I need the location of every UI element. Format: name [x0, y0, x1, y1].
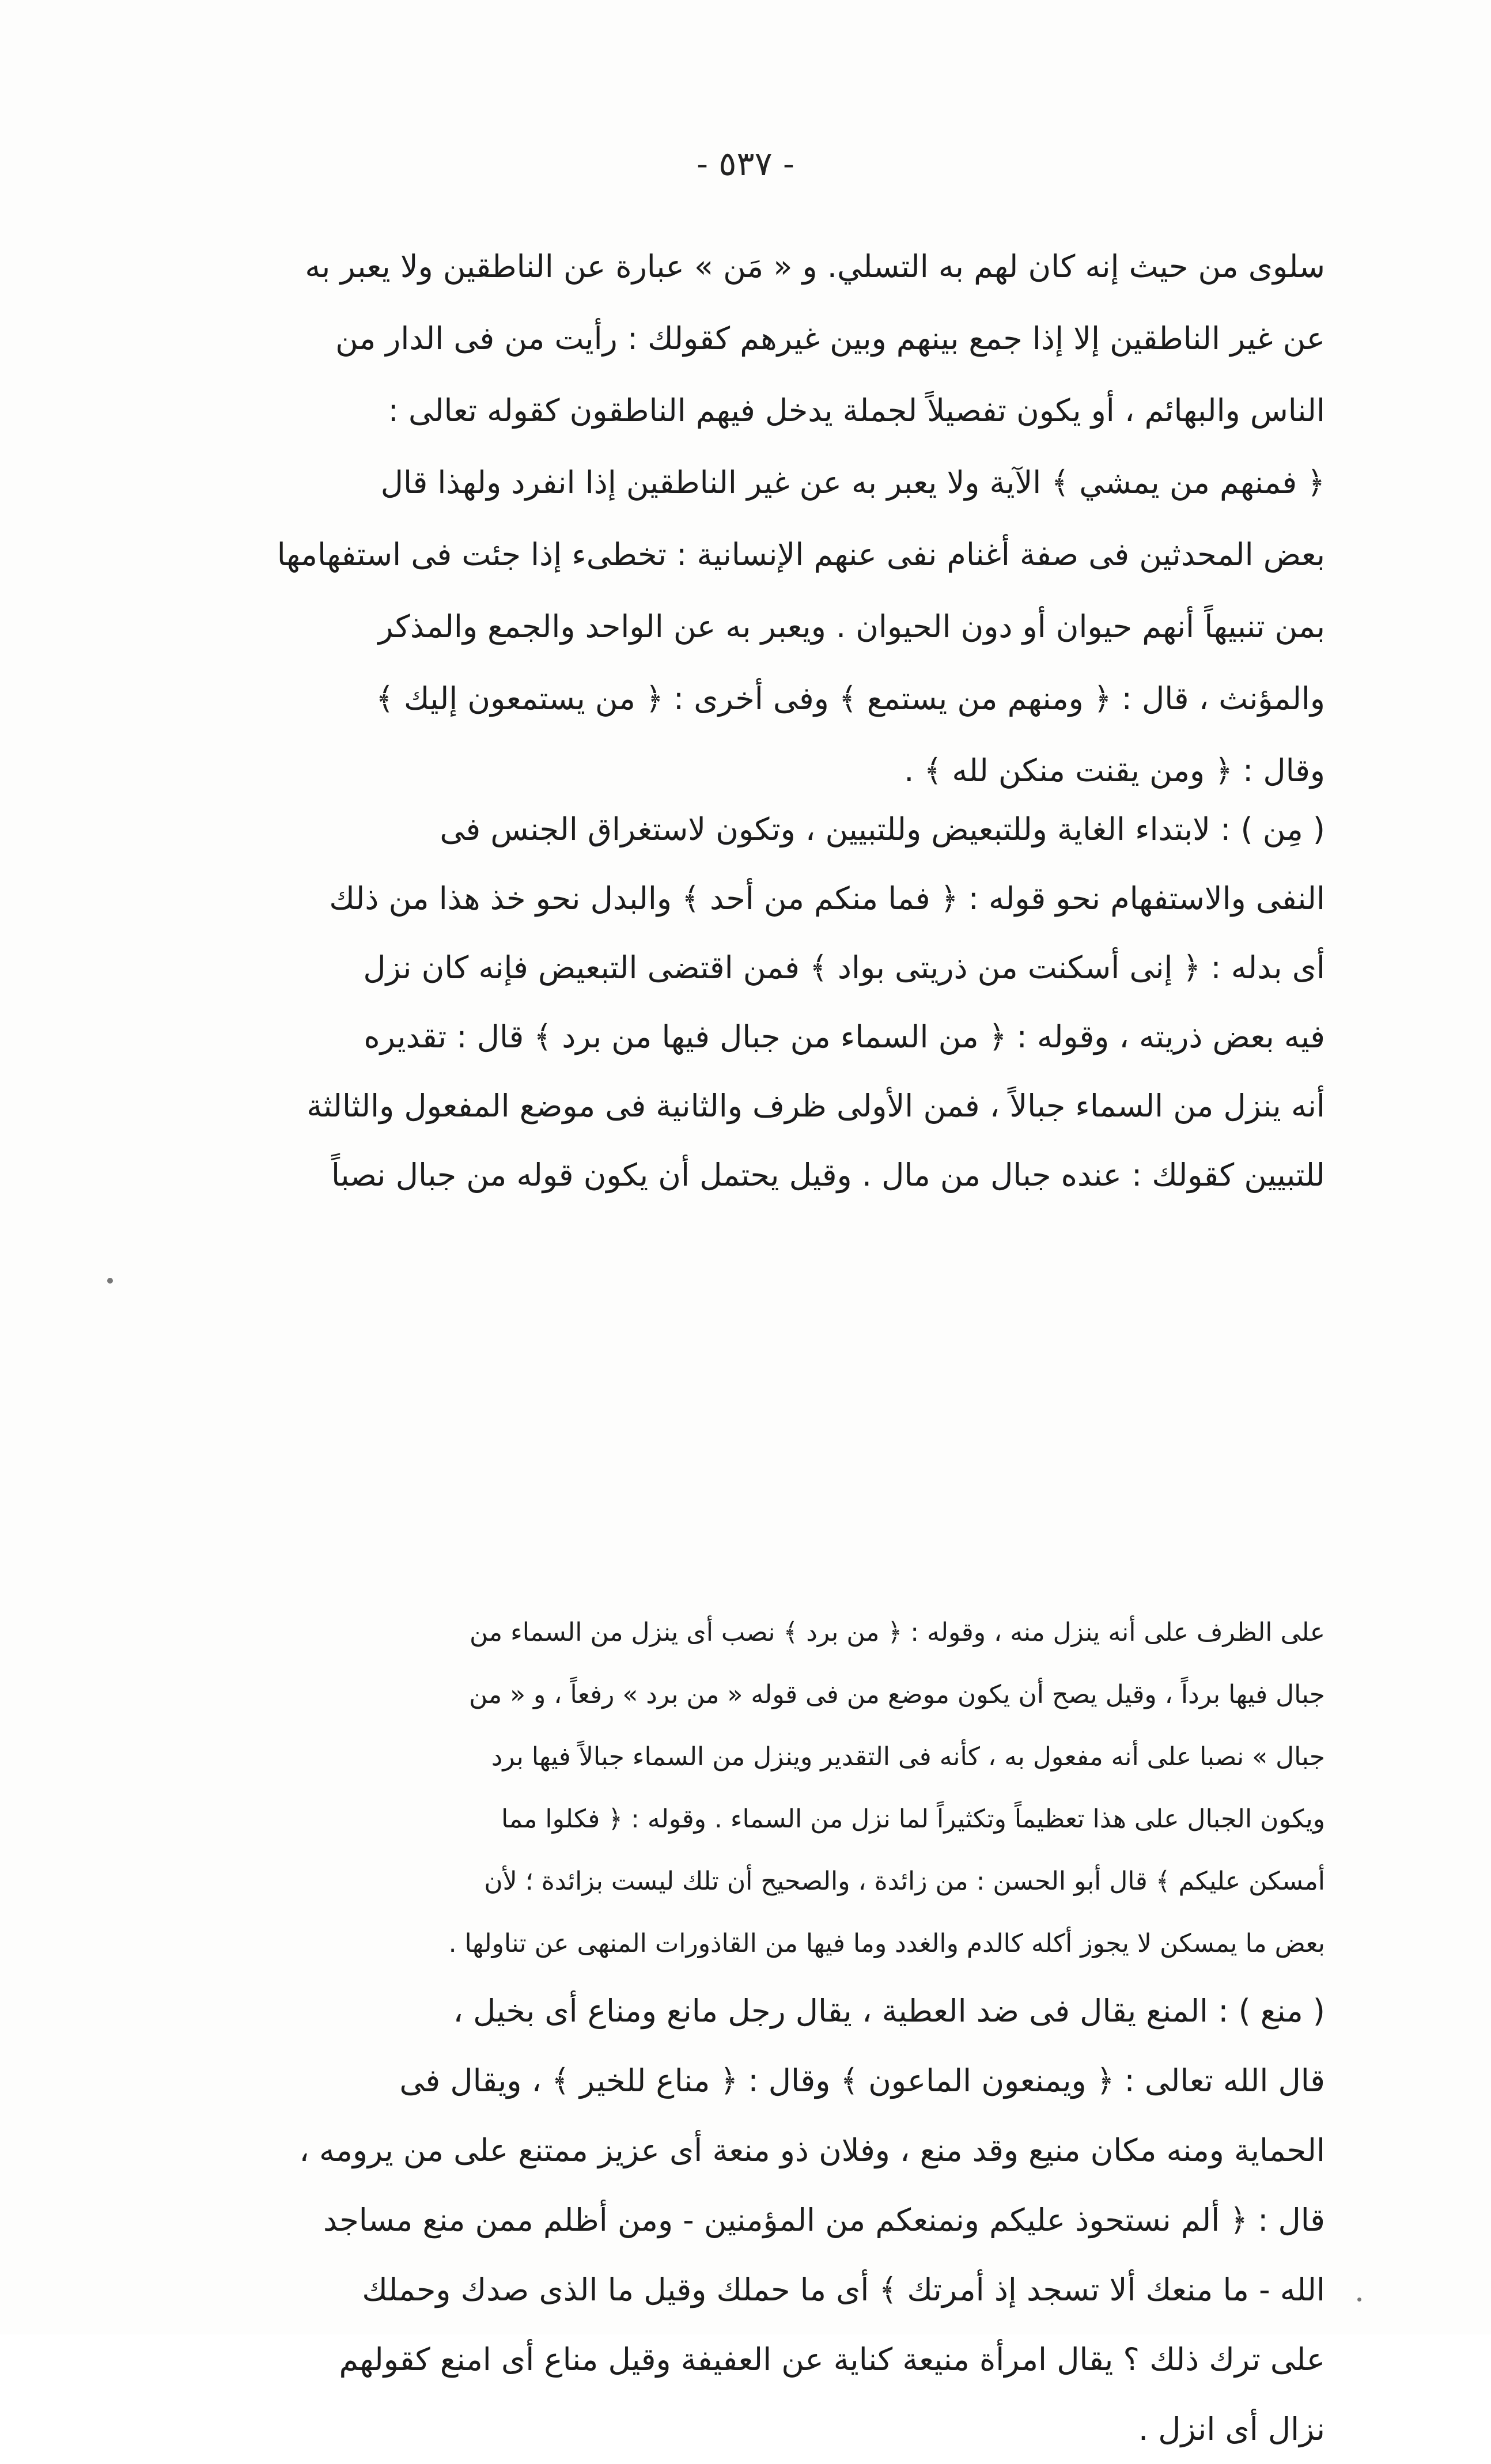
text-line: بمن تنبيهاً أنهم حيوان أو دون الحيوان . ويعبر به عن الواحد والجمع والمذكر	[378, 608, 1325, 645]
text-line: أمسكن عليكم ﴾ قال أبو الحسن : من زائدة ، والصحيح أن تلك ليست بزائدة ؛ لأن	[484, 1867, 1325, 1896]
text-line: الحماية ومنه مكان منيع وقد منع ، وفلان ذو منعة أى عزيز ممتنع على من يرومه ،	[299, 2132, 1325, 2168]
paragraph-man	[219, 230, 1325, 807]
text-line: وقال : ﴿ ومن يقنت منكن لله ﴾ .	[904, 752, 1325, 789]
text-line: فيه بعض ذريته ، وقوله : ﴿ من السماء من جبال فيها من برد ﴾ قال : تقديره	[364, 1019, 1325, 1055]
text-line: بعض ما يمسكن لا يجوز أكله كالدم والغدد وما فيها من القاذورات المنهى عن تناولها .	[448, 1929, 1325, 1958]
text-line: ويكون الجبال على هذا تعظيماً وتكثيراً لما نزل من السماء . وقوله : ﴿ فكلوا مما	[501, 1804, 1325, 1834]
text-line: الناس والبهائم ، أو يكون تفصيلاً لجملة يدخل فيهم الناطقون كقوله تعالى :	[388, 392, 1325, 429]
text-line: والمؤنث ، قال : ﴿ ومنهم من يستمع ﴾ وفى أخرى : ﴿ من يستمعون إليك ﴾	[376, 680, 1325, 717]
scan-speck	[1357, 2298, 1361, 2302]
text-line: أنه ينزل من السماء جبالاً ، فمن الأولى ظرف والثانية فى موضع المفعول والثالثة	[306, 1088, 1325, 1124]
text-line: ﴿ فمنهم من يمشي ﴾ الآية ولا يعبر به عن غير الناطقين إذا انفرد ولهذا قال	[380, 464, 1325, 501]
text-line: قال : ﴿ ألم نستحوذ عليكم ونمنعكم من المؤمنين - ومن أظلم ممن منع مساجد	[323, 2202, 1325, 2238]
text-line: ( منع ) : المنع يقال فى ضد العطية ، يقال رجل مانع ومناع أى بخيل ،	[453, 1993, 1325, 2029]
paragraph-man3	[219, 1976, 1325, 2464]
text-line: ( مِن ) : لابتداء الغاية وللتبعيض وللتبيين ، وتكون لاستغراق الجنس فى	[440, 811, 1325, 847]
text-line: الله - ما منعك ألا تسجد إذ أمرتك ﴾ أى ما حملك وقيل ما الذى صدك وحملك	[362, 2272, 1325, 2308]
text-line: جبال » نصبا على أنه مفعول به ، كأنه فى التقدير وينزل من السماء جبالاً فيها برد	[491, 1742, 1325, 1772]
text-line: على ترك ذلك ؟ يقال امرأة منيعة كناية عن العفيفة وقيل مناع أى امنع كقولهم	[339, 2341, 1325, 2378]
text-line: سلوى من حيث إنه كان لهم به التسلي. و « مَن » عبارة عن الناطقين ولا يعبر به	[305, 248, 1325, 285]
paragraph-min	[219, 795, 1325, 1210]
text-line: على الظرف على أنه ينزل منه ، وقوله : ﴿ من برد ﴾ نصب أى ينزل من السماء من	[470, 1618, 1325, 1647]
text-line: جبال فيها برداً ، وقيل يصح أن يكون موضع من فى قوله « من برد » رفعاً ، و « من	[469, 1680, 1325, 1709]
text-line: النفى والاستفهام نحو قوله : ﴿ فما منكم من أحد ﴾ والبدل نحو خذ هذا من ذلك	[329, 880, 1325, 917]
scan-speck	[107, 1278, 113, 1284]
page-number: - ٥٣٧ -	[697, 144, 794, 183]
text-line: عن غير الناطقين إلا إذا جمع بينهم وبين غيرهم كقولك : رأيت من فى الدار من	[335, 320, 1325, 357]
text-line: للتبيين كقولك : عنده جبال من مال . وقيل يحتمل أن يكون قوله من جبال نصباً	[331, 1157, 1325, 1193]
text-line: أى بدله : ﴿ إنى أسكنت من ذريتى بواد ﴾ فمن اقتضى التبعيض فإنه كان نزل	[363, 949, 1325, 986]
text-line: قال الله تعالى : ﴿ ويمنعون الماعون ﴾ وقال : ﴿ مناع للخير ﴾ ، ويقال فى	[399, 2062, 1325, 2099]
text-line: بعض المحدثين فى صفة أغنام نفى عنهم الإنسانية : تخطىء إذا جئت فى استفهامها	[277, 536, 1325, 573]
paragraph-min-continued	[219, 1602, 1325, 1975]
text-line: نزال أى انزل .	[1138, 2411, 1325, 2447]
